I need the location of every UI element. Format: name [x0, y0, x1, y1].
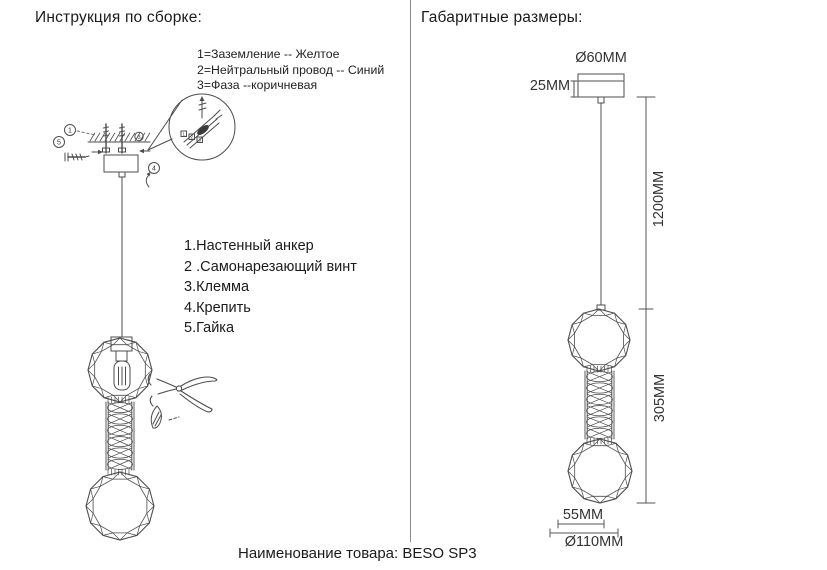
dimensions-title: Габаритные размеры:: [421, 9, 583, 26]
svg-text:5: 5: [57, 139, 61, 147]
product-name: Наименование товара: BESO SP3: [238, 545, 477, 562]
part-item-clamp: 3.Клемма: [184, 279, 250, 295]
canopy-diameter-label: Ø60MM: [575, 50, 627, 66]
wiring-note-phase: 3=Фаза --коричневая: [197, 78, 318, 92]
dim-bottom-shade: [568, 439, 632, 503]
svg-text:2: 2: [190, 134, 193, 140]
canopy-height-label: 25MM: [529, 78, 571, 94]
column-width-label: 55MM: [562, 507, 604, 523]
svg-text:3: 3: [137, 135, 141, 141]
part-item-fix: 4.Крепить: [184, 299, 251, 316]
fixture-height-label: 305MM: [652, 373, 668, 423]
shade-diameter-label: Ø110MM: [564, 534, 624, 550]
svg-text:1: 1: [68, 127, 72, 135]
suspension-length-label: 1200MM: [651, 170, 667, 228]
assembly-title: Инструкция по сборке:: [35, 9, 203, 26]
part-item-anchor: 1.Настенный анкер: [184, 238, 314, 254]
wiring-note-neutral: 2=Нейтральный провод -- Синий: [197, 62, 385, 77]
dim-lattice-column: [585, 366, 614, 444]
svg-text:1: 1: [182, 131, 185, 137]
dim-top-shade: [568, 309, 630, 371]
svg-text:3: 3: [198, 137, 201, 143]
svg-text:4: 4: [152, 165, 156, 173]
part-item-nut: 5.Гайка: [184, 320, 235, 336]
wiring-note-ground: 1=Заземление -- Желтое: [197, 47, 340, 61]
dim-canopy: [571, 74, 624, 103]
part-item-screw: 2 .Самонарезающий винт: [184, 258, 357, 275]
